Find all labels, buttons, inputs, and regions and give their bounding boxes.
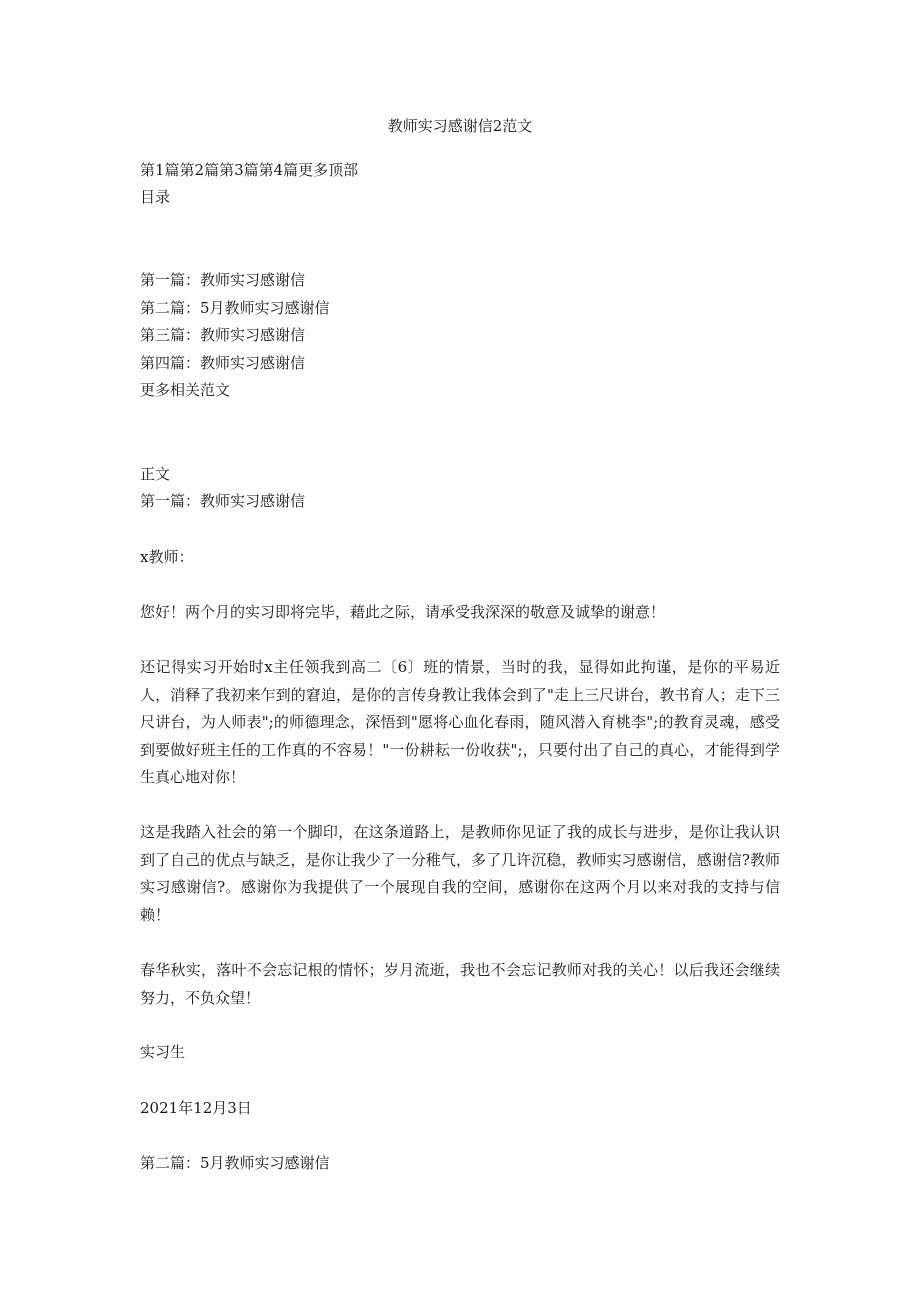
toc-item-4[interactable]: 第四篇：教师实习感谢信: [140, 353, 306, 372]
toc-heading: 目录: [140, 188, 171, 206]
document-title: 教师实习感谢信2范文: [387, 117, 533, 135]
date: 2021年12月3日: [140, 1099, 252, 1117]
toc-item-3[interactable]: 第三篇：教师实习感谢信: [140, 326, 306, 344]
toc-item-1[interactable]: 第一篇：教师实习感谢信: [140, 271, 306, 289]
paragraph-2: 还记得实习开始时x主任领我到高二〔6〕班的情景，当时的我，显得如此拘谨，是你的平易近人，消释了我初来乍到的窘迫，是你的言传身教让我体会到了"走上三尺讲台，教书育人；走下三尺讲台，为人师表";的师德理念，深悟到"愿将心血化春雨，随风潜入育桃李";的教育灵魂，感受到要做好班主任的工作真的不容易！"一份耕耘一份收获";，只要付出了自己的真心，才能得到学生真心地对你！: [140, 658, 780, 786]
next-article-title: 第二篇：5月教师实习感谢信: [140, 1154, 330, 1172]
nav-line[interactable]: 第1篇第2篇第3篇第4篇更多顶部: [140, 161, 359, 179]
paragraph-1: 您好！两个月的实习即将完毕，藉此之际，请承受我深深的敬意及诚挚的谢意！: [140, 603, 666, 621]
paragraph-3: 这是我踏入社会的第一个脚印，在这条道路上，是教师你见证了我的成长与进步，是你让我认识到了自己的优点与缺乏，是你让我少了一分稚气，多了几许沉稳，教师实习感谢信，感谢信?教师实习感谢信?。感谢你为我提供了一个展现自我的空间，感谢你在这两个月以来对我的支持与信赖！: [140, 823, 780, 924]
body-heading: 正文: [140, 465, 171, 483]
salutation: x教师：: [140, 548, 194, 566]
article-title: 第一篇：教师实习感谢信: [140, 492, 306, 510]
toc-list: [140, 267, 780, 405]
signature: 实习生: [140, 1043, 186, 1061]
toc-item-more[interactable]: 更多相关范文: [140, 381, 231, 399]
paragraph-4: 春华秋实，落叶不会忘记根的情怀；岁月流逝，我也不会忘记教师对我的关心！以后我还会继续努力，不负众望！: [140, 961, 780, 1007]
toc-item-2[interactable]: 第二篇：5月教师实习感谢信: [140, 298, 330, 317]
